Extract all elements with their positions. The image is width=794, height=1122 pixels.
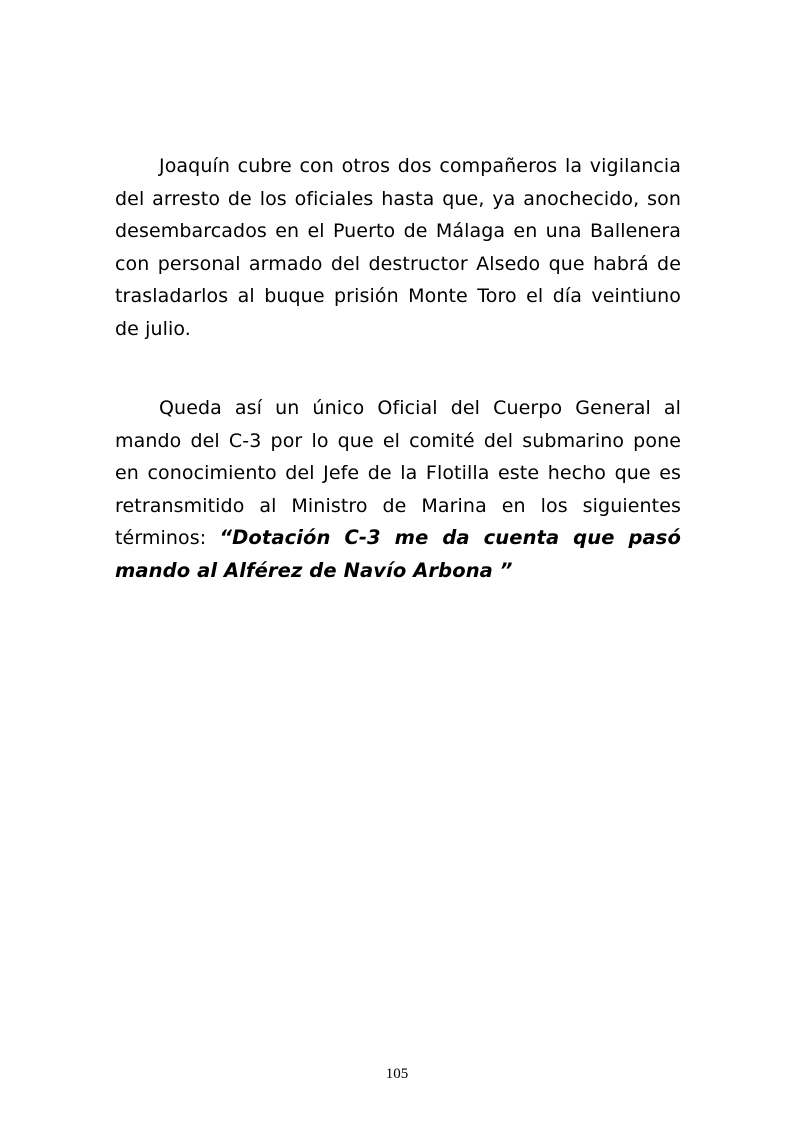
paragraph-text: Queda así un único Oficial del Cuerpo General al mando del C-3 por lo que el comité del submarino pone en conocimiento del Jefe de la Flotilla este hecho que es retransmitido al Ministro de Marina en los siguientes términos: <box>115 397 681 549</box>
paragraph-command-transfer <box>115 392 681 587</box>
page-number: 105 <box>385 1066 409 1082</box>
paragraph-text: Joaquín cubre con otros dos compañeros la vigilancia del arresto de los oficiales hasta que, ya anochecido, son desembarcados en el Puerto de Málaga en una Ballenera con personal armado del destructor Alsedo que habrá de trasladarlos al buque prisión Monte Toro el día veintiuno de julio. <box>115 155 681 340</box>
paragraph-content <box>115 392 681 587</box>
telegram-quote: “Dotación C-3 me da cuenta que pasó mando al Alférez de Navío Arbona ” <box>115 526 681 582</box>
paragraph-arrest-vigilance <box>115 150 681 345</box>
